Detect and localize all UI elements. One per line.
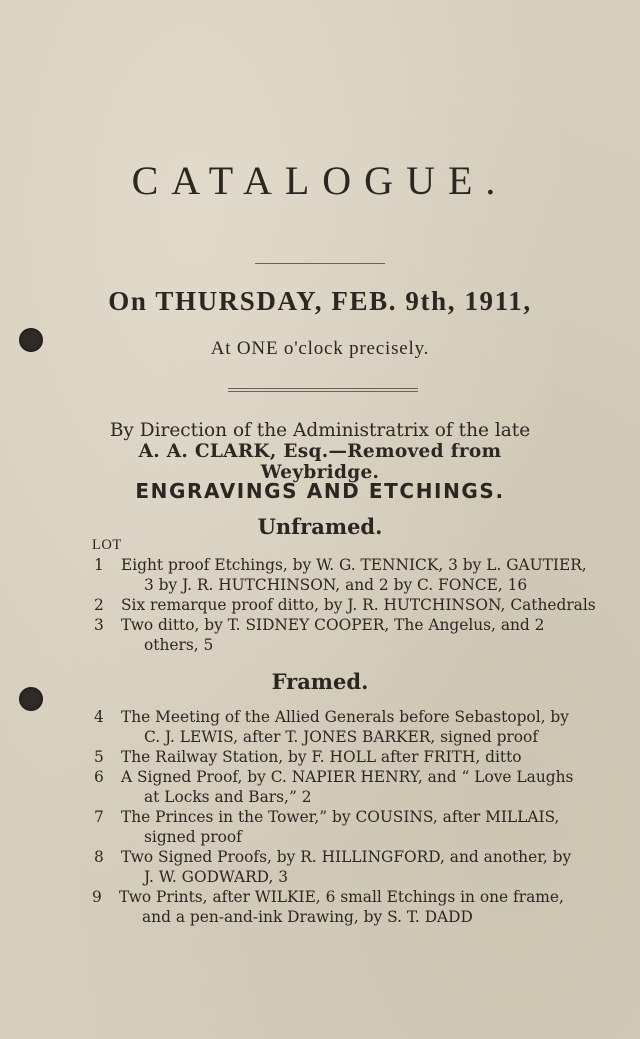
lot-number: 6 — [94, 768, 104, 786]
title-rule — [255, 263, 385, 264]
lot-description-line-1: Two Signed Proofs, by R. HILLINGFORD, and another, by — [121, 848, 572, 866]
lot-description-line-1: The Princes in the Tower,” by COUSINS, after MILLAIS, — [121, 808, 560, 826]
lot-description-line-2: signed proof — [144, 828, 242, 846]
lot-description-line-1: Two ditto, by T. SIDNEY COOPER, The Angelus, and 2 — [121, 616, 545, 634]
sale-time: At ONE o'clock precisely. — [210, 338, 430, 359]
lot-description-line-2: J. W. GODWARD, 3 — [144, 868, 289, 886]
lot-number: 7 — [94, 808, 104, 826]
lot-description-line-2: others, 5 — [144, 636, 214, 654]
lot-description-line-1: Two Prints, after WILKIE, 6 small Etchings in one frame, — [119, 888, 564, 906]
lot-description-line-2: C. J. LEWIS, after T. JONES BARKER, signed proof — [144, 728, 539, 746]
section-title: ENGRAVINGS AND ETCHINGS. — [135, 479, 505, 503]
lot-description-line-2: and a pen-and-ink Drawing, by S. T. DADD — [142, 908, 473, 926]
lot-description-line-1: The Railway Station, by F. HOLL after FRITH, ditto — [121, 748, 522, 766]
lot-column-label: LOT — [92, 537, 122, 553]
lot-number: 3 — [94, 616, 104, 634]
lot-description-line-1: The Meeting of the Allied Generals before Sebastopol, by — [121, 708, 569, 726]
lot-description-line-1: A Signed Proof, by C. NAPIER HENRY, and “ Love Laughs — [121, 768, 574, 786]
direction-line-1: By Direction of the Administratrix of the late — [109, 420, 531, 441]
lot-number: 1 — [94, 556, 104, 574]
direction-line-2: A. A. CLARK, Esq.—Removed from Weybridge. — [138, 441, 502, 483]
lot-number: 9 — [92, 888, 102, 906]
lot-description-line-2: 3 by J. R. HUTCHINSON, and 2 by C. FONCE, 16 — [144, 576, 528, 594]
framed-heading: Framed. — [271, 669, 369, 694]
lot-description-line-2: at Locks and Bars,” 2 — [144, 788, 312, 806]
catalogue-title: CATALOGUE. — [131, 158, 509, 203]
lot-description-line-1: Six remarque proof ditto, by J. R. HUTCHINSON, Cathedrals — [121, 596, 596, 614]
sale-date: On THURSDAY, FEB. 9th, 1911, — [108, 286, 532, 316]
lot-description-line-1: Eight proof Etchings, by W. G. TENNICK, 3 by L. GAUTIER, — [121, 556, 587, 574]
lot-number: 5 — [94, 748, 104, 766]
lot-number: 2 — [94, 596, 104, 614]
unframed-heading: Unframed. — [257, 514, 383, 539]
double-rule — [228, 388, 418, 392]
lot-number: 8 — [94, 848, 104, 866]
lot-number: 4 — [94, 708, 104, 726]
